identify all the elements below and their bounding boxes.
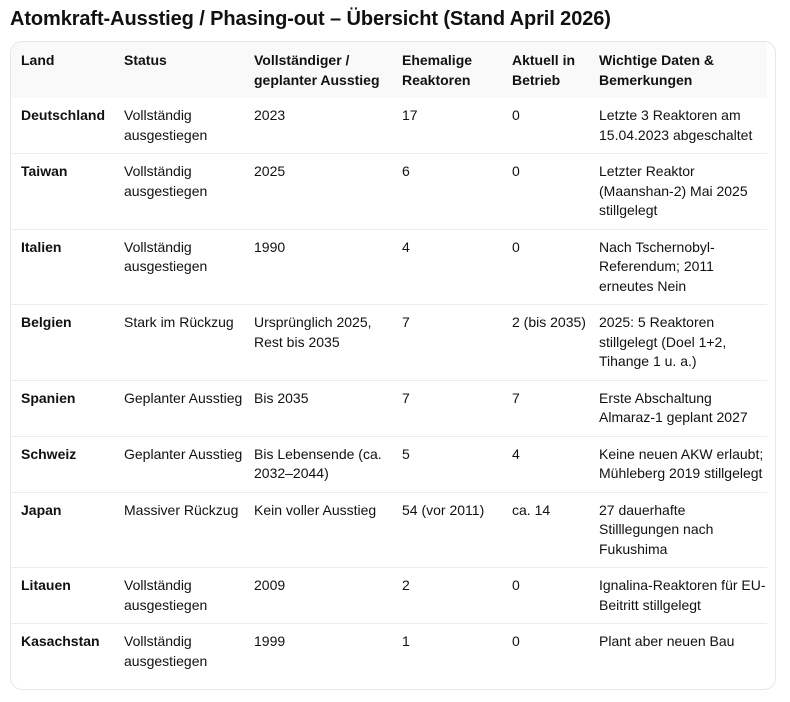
cell-notes: Letzter Reaktor (Maanshan-2) Mai 2025 stillgelegt [599, 163, 748, 218]
cell-land: Spanien [21, 389, 76, 406]
cell-former-reactors: 17 [402, 107, 418, 123]
cell-notes: Erste Abschaltung Almaraz-1 geplant 2027 [599, 389, 748, 425]
cell-status: Vollständig ausgestiegen [124, 163, 208, 199]
table-row [11, 154, 767, 230]
cell-exit: Ursprünglich 2025, Rest bis 2035 [254, 314, 372, 350]
cell-exit: 1990 [254, 238, 286, 255]
column-header-current-operating: Aktuell in Betrieb [512, 42, 599, 98]
cell-land: Belgien [21, 314, 72, 330]
cell-former-reactors: 1 [402, 633, 410, 649]
table-body [11, 98, 767, 679]
column-header-former-reactors: Ehemalige Reaktoren [402, 42, 512, 98]
cell-status: Vollständig ausgestiegen [124, 238, 208, 274]
column-header-exit: Vollständiger / geplanter Ausstieg [254, 42, 402, 98]
cell-notes: Keine neuen AKW erlaubt; Mühleberg 2019 stillgelegt [599, 445, 764, 481]
cell-current-operating: 0 [512, 577, 520, 593]
column-header-land: Land [11, 42, 124, 98]
cell-notes: Ignalina-Reaktoren für EU-Beitritt stillgelegt [599, 577, 766, 613]
cell-exit: 2009 [254, 577, 286, 593]
cell-former-reactors: 5 [402, 445, 410, 462]
cell-exit: Bis 2035 [254, 389, 309, 406]
cell-former-reactors: 54 (vor 2011) [402, 501, 485, 518]
table-row [11, 380, 767, 436]
cell-notes: Nach Tschernobyl-Referendum; 2011 erneutes Nein [599, 238, 715, 294]
cell-status: Massiver Rückzug [124, 501, 239, 518]
column-header-notes: Wichtige Daten & Bemerkungen [599, 42, 767, 98]
cell-current-operating: 0 [512, 163, 520, 179]
cell-current-operating: 4 [512, 445, 520, 462]
cell-exit: Bis Lebensende (ca. 2032–2044) [254, 445, 382, 481]
cell-status: Stark im Rückzug [124, 314, 234, 330]
cell-former-reactors: 4 [402, 238, 410, 255]
cell-status: Vollständig ausgestiegen [124, 577, 208, 613]
cell-exit: 1999 [254, 633, 286, 649]
table-row [11, 98, 767, 154]
cell-current-operating: ca. 14 [512, 501, 551, 518]
cell-notes: Letzte 3 Reaktoren am 15.04.2023 abgeschaltet [599, 107, 753, 143]
table-row [11, 492, 767, 568]
cell-status: Geplanter Ausstieg [124, 445, 243, 462]
cell-land: Taiwan [21, 163, 68, 179]
cell-exit: 2023 [254, 107, 286, 123]
cell-land: Schweiz [21, 445, 77, 462]
cell-former-reactors: 6 [402, 163, 410, 179]
cell-current-operating: 2 (bis 2035) [512, 314, 586, 330]
cell-former-reactors: 2 [402, 577, 410, 593]
cell-status: Geplanter Ausstieg [124, 389, 243, 406]
column-header-status: Status [124, 42, 254, 98]
cell-notes: Plant aber neuen Bau [599, 633, 735, 649]
table-row [11, 436, 767, 492]
cell-exit: 2025 [254, 163, 286, 179]
nuclear-phaseout-table-card [10, 41, 776, 690]
cell-land: Japan [21, 501, 62, 518]
cell-notes: 27 dauerhafte Stilllegungen nach Fukushima [599, 501, 714, 557]
cell-status: Vollständig ausgestiegen [124, 107, 208, 143]
table-row [11, 624, 767, 680]
nuclear-phaseout-table [11, 42, 767, 679]
page-title: Atomkraft-Ausstieg / Phasing-out – Übersicht (Stand April 2026) [10, 8, 611, 30]
cell-land: Italien [21, 238, 62, 255]
cell-current-operating: 0 [512, 633, 520, 649]
cell-current-operating: 7 [512, 389, 520, 406]
table-row [11, 568, 767, 624]
cell-notes: 2025: 5 Reaktoren stillgelegt (Doel 1+2, Tihange 1 u. a.) [599, 314, 727, 369]
table-row [11, 229, 767, 305]
cell-current-operating: 0 [512, 238, 520, 255]
cell-status: Vollständig ausgestiegen [124, 633, 208, 669]
table-header-row [11, 42, 767, 98]
cell-exit: Kein voller Ausstieg [254, 501, 377, 518]
table-row [11, 305, 767, 381]
cell-former-reactors: 7 [402, 389, 410, 406]
cell-land: Kasachstan [21, 633, 100, 649]
cell-land: Litauen [21, 577, 71, 593]
cell-current-operating: 0 [512, 107, 520, 123]
cell-former-reactors: 7 [402, 314, 410, 330]
cell-land: Deutschland [21, 107, 106, 123]
